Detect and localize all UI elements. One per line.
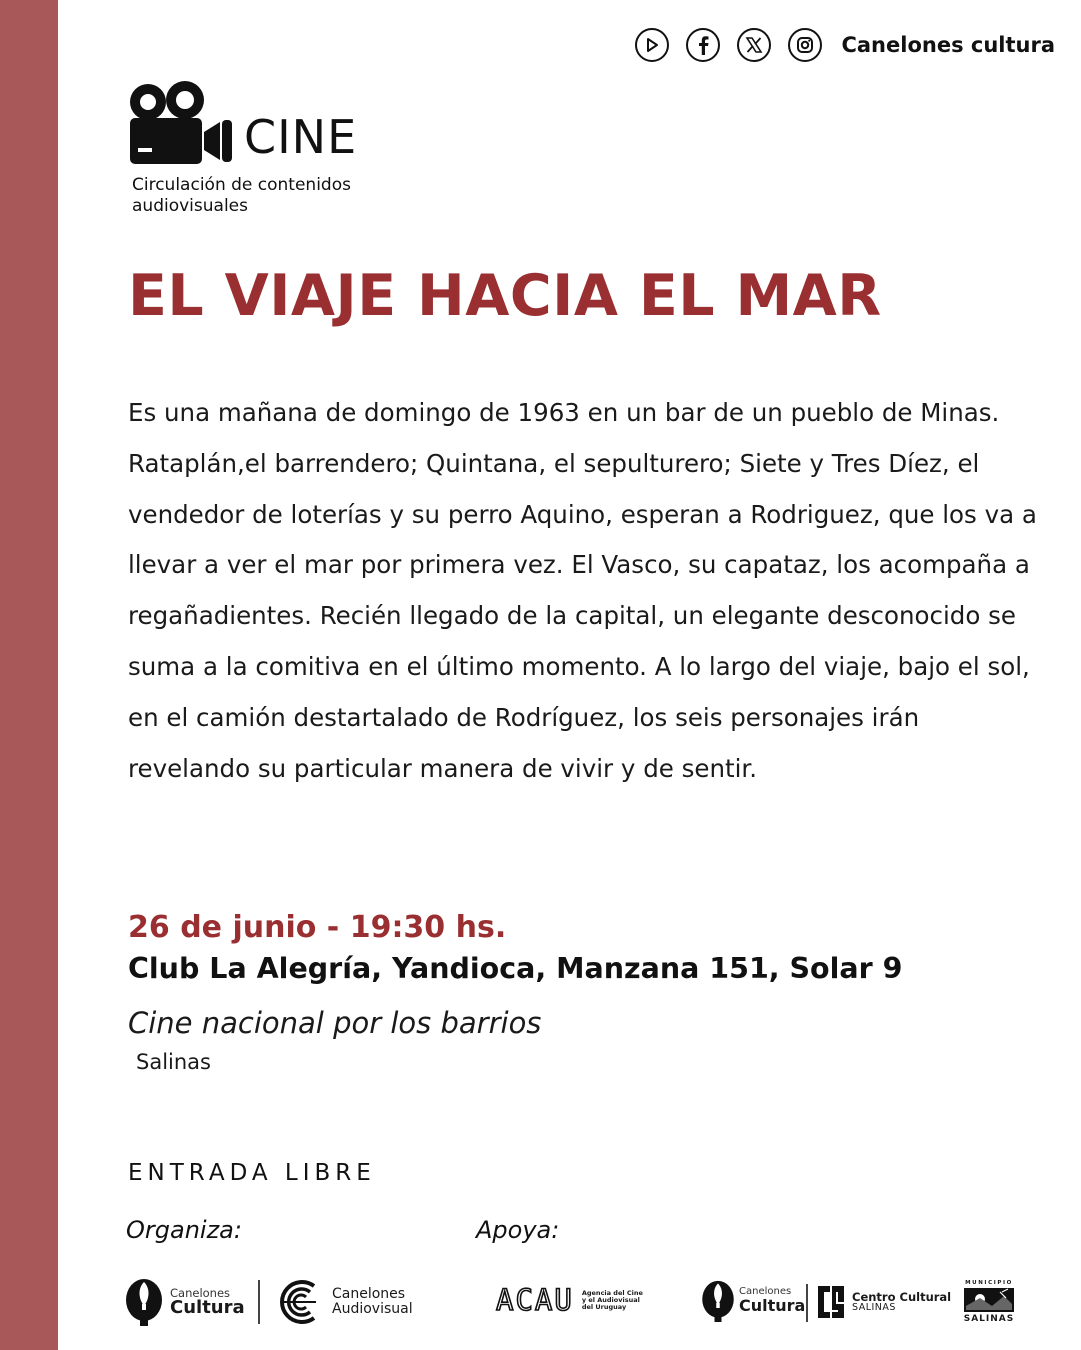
organiza-label: Organiza: xyxy=(126,1216,242,1244)
municipio-top: MUNICIPIO xyxy=(965,1280,1013,1286)
logo-subtitle-line2: audiovisuales xyxy=(132,196,248,216)
event-locality: Salinas xyxy=(136,1050,211,1074)
apoya-label: Apoya: xyxy=(476,1216,560,1244)
divider xyxy=(258,1280,260,1324)
logo-subtitle-line1: Circulación de contenidos xyxy=(132,175,351,195)
centro-cultural-emblem-icon xyxy=(816,1284,846,1320)
side-accent-bar xyxy=(0,0,58,1350)
cine-wordmark: CINE xyxy=(244,110,358,164)
org1-top: Canelones xyxy=(170,1285,231,1300)
municipio-bottom: SALINAS xyxy=(963,1314,1015,1324)
sup-cultura-bottom: Cultura xyxy=(739,1295,806,1315)
canelones-cultura-logo xyxy=(124,1278,245,1326)
municipio-salinas-logo xyxy=(962,1280,1016,1324)
logo-subtitle xyxy=(132,175,392,217)
sup-cultura-top: Canelones xyxy=(739,1286,792,1298)
centro-line2: SALINAS xyxy=(852,1302,896,1314)
brand-name[interactable]: Canelones cultura xyxy=(841,33,1055,57)
audiovisual-emblem-icon xyxy=(278,1278,320,1326)
canelones-emblem-icon xyxy=(700,1280,736,1322)
canelones-cultura-logo-support xyxy=(700,1280,805,1322)
centro-cultural-salinas-logo xyxy=(816,1284,951,1320)
municipio-emblem-icon xyxy=(962,1286,1016,1314)
org2-bottom: Audiovisual xyxy=(332,1301,413,1317)
canelones-audiovisual-logo xyxy=(278,1278,413,1326)
program-name: Cine nacional por los barrios xyxy=(128,1006,542,1040)
acau-line1: Agencia del Cine xyxy=(581,1289,643,1298)
centro-line1: Centro Cultural xyxy=(852,1289,952,1304)
org2-top: Canelones xyxy=(332,1286,406,1303)
divider xyxy=(806,1284,808,1322)
film-title: EL VIAJE HACIA EL MAR xyxy=(128,263,882,329)
x-icon[interactable] xyxy=(737,28,771,62)
acau-logo xyxy=(496,1283,643,1317)
facebook-icon[interactable] xyxy=(686,28,720,62)
org1-bottom: Cultura xyxy=(170,1296,245,1318)
acau-line2: y el Audiovisual xyxy=(581,1296,640,1305)
movie-camera-icon xyxy=(128,80,234,166)
social-header xyxy=(635,28,1055,62)
instagram-icon[interactable] xyxy=(788,28,822,62)
event-venue: Club La Alegría, Yandioca, Manzana 151, Solar 9 xyxy=(128,952,903,985)
free-entry-label: ENTRADA LIBRE xyxy=(128,1160,376,1186)
canelones-emblem-icon xyxy=(124,1278,164,1326)
film-synopsis: Es una mañana de domingo de 1963 en un bar de un pueblo de Minas. Rataplán,el barrendero; Quintana, el sepulturero; Siete y Tres Díez, el vendedor de loterías y su perro Aquino, esperan a Rodriguez, que los va a llevar a ver el mar por primera vez. El Vasco, su capataz, los acompaña a regañadientes. Recién llegado de la capital, un elegante desconocido se suma a la comitiva en el último momento. A lo largo del viaje, bajo el sol, en el camión destartalado de Rodríguez, los seis personajes irán revelando su particular manera de vivir y de sentir. xyxy=(128,398,1037,783)
event-date: 26 de junio - 19:30 hs. xyxy=(128,910,507,945)
acau-acronym: ACAU xyxy=(496,1283,574,1317)
youtube-icon[interactable] xyxy=(635,28,669,62)
acau-line3: del Uruguay xyxy=(581,1302,627,1311)
